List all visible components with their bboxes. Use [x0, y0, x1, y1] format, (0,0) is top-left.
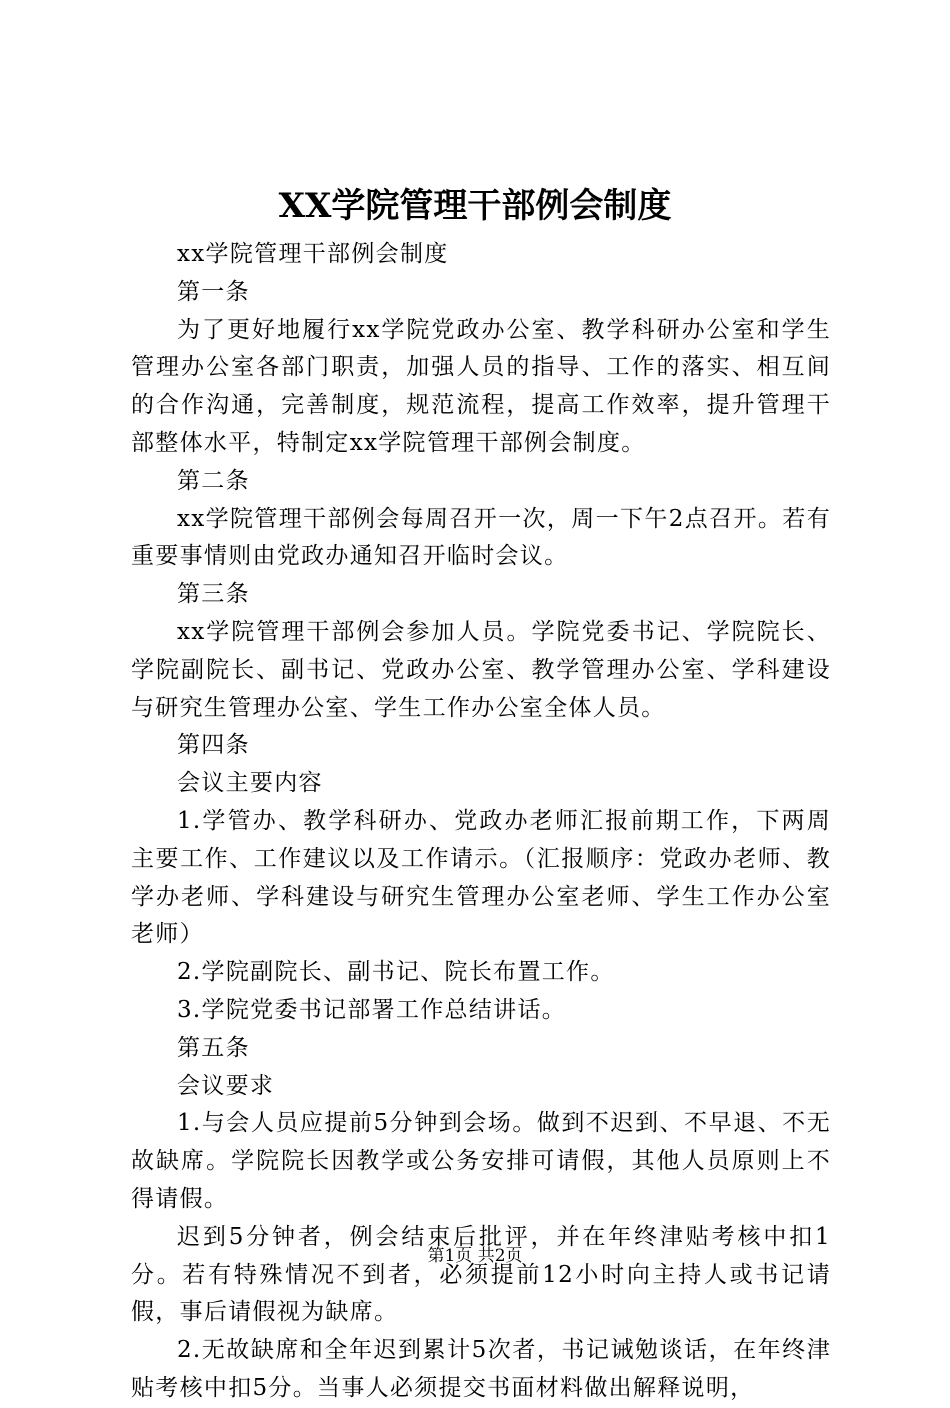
article-heading-5: 第五条 [177, 1034, 250, 1061]
paragraph-requirement-1: 1.与会人员应提前5分钟到会场。做到不迟到、不早退、不无故缺席。学院院长因教学或公务安排可请假，其他人员原则上不得请假。 [131, 1110, 831, 1212]
paragraph-requirement-2: 2.无故缺席和全年迟到累计5次者，书记诫勉谈话，在年终津贴考核中扣5分。当事人必须提交书面材料做出解释说明， [131, 1337, 831, 1401]
section-heading-content: 会议主要内容 [177, 770, 323, 797]
paragraph-content-item-3: 3.学院党委书记部署工作总结讲话。 [177, 996, 567, 1023]
document-title: XX学院管理干部例会制度 [278, 186, 672, 226]
paragraph-schedule: xx学院管理干部例会每周召开一次，周一下午2点召开。若有重要事情则由党政办通知召开临时会议。 [131, 505, 831, 570]
article-heading-1: 第一条 [177, 278, 250, 305]
paragraph-attendees: xx学院管理干部例会参加人员。学院党委书记、学院院长、学院副院长、副书记、党政办公室、教学管理办公室、学科建设与研究生管理办公室、学生工作办公室全体人员。 [131, 618, 831, 721]
article-heading-2: 第二条 [177, 467, 250, 494]
article-heading-3: 第三条 [177, 581, 250, 608]
paragraph-doc-name: xx学院管理干部例会制度 [177, 241, 449, 267]
document-body [131, 236, 831, 1408]
paragraph-late-penalty: 迟到5分钟者，例会结束后批评，并在年终津贴考核中扣1分。若有特殊情况不到者，必须提前12小时向主持人或书记请假，事后请假视为缺席。 [131, 1223, 831, 1326]
article-heading-4: 第四条 [177, 732, 250, 759]
page-indicator: 第1页 共2页 [427, 1246, 523, 1266]
section-heading-requirements: 会议要求 [177, 1072, 275, 1099]
paragraph-purpose: 为了更好地履行xx学院党政办公室、教学科研办公室和学生管理办公室各部门职责，加强人员的指导、工作的落实、相互间的合作沟通，完善制度，规范流程，提高工作效率，提升管理干部整体水平，特制定xx学院管理干部例会制度。 [131, 316, 831, 456]
paragraph-content-item-1: 1.学管办、教学科研办、党政办老师汇报前期工作，下两周主要工作、工作建议以及工作请示。（汇报顺序：党政办老师、教学办老师、学科建设与研究生管理办公室老师、学生工作办公室老师） [131, 807, 831, 948]
paragraph-content-item-2: 2.学院副院长、副书记、院长布置工作。 [177, 959, 615, 986]
